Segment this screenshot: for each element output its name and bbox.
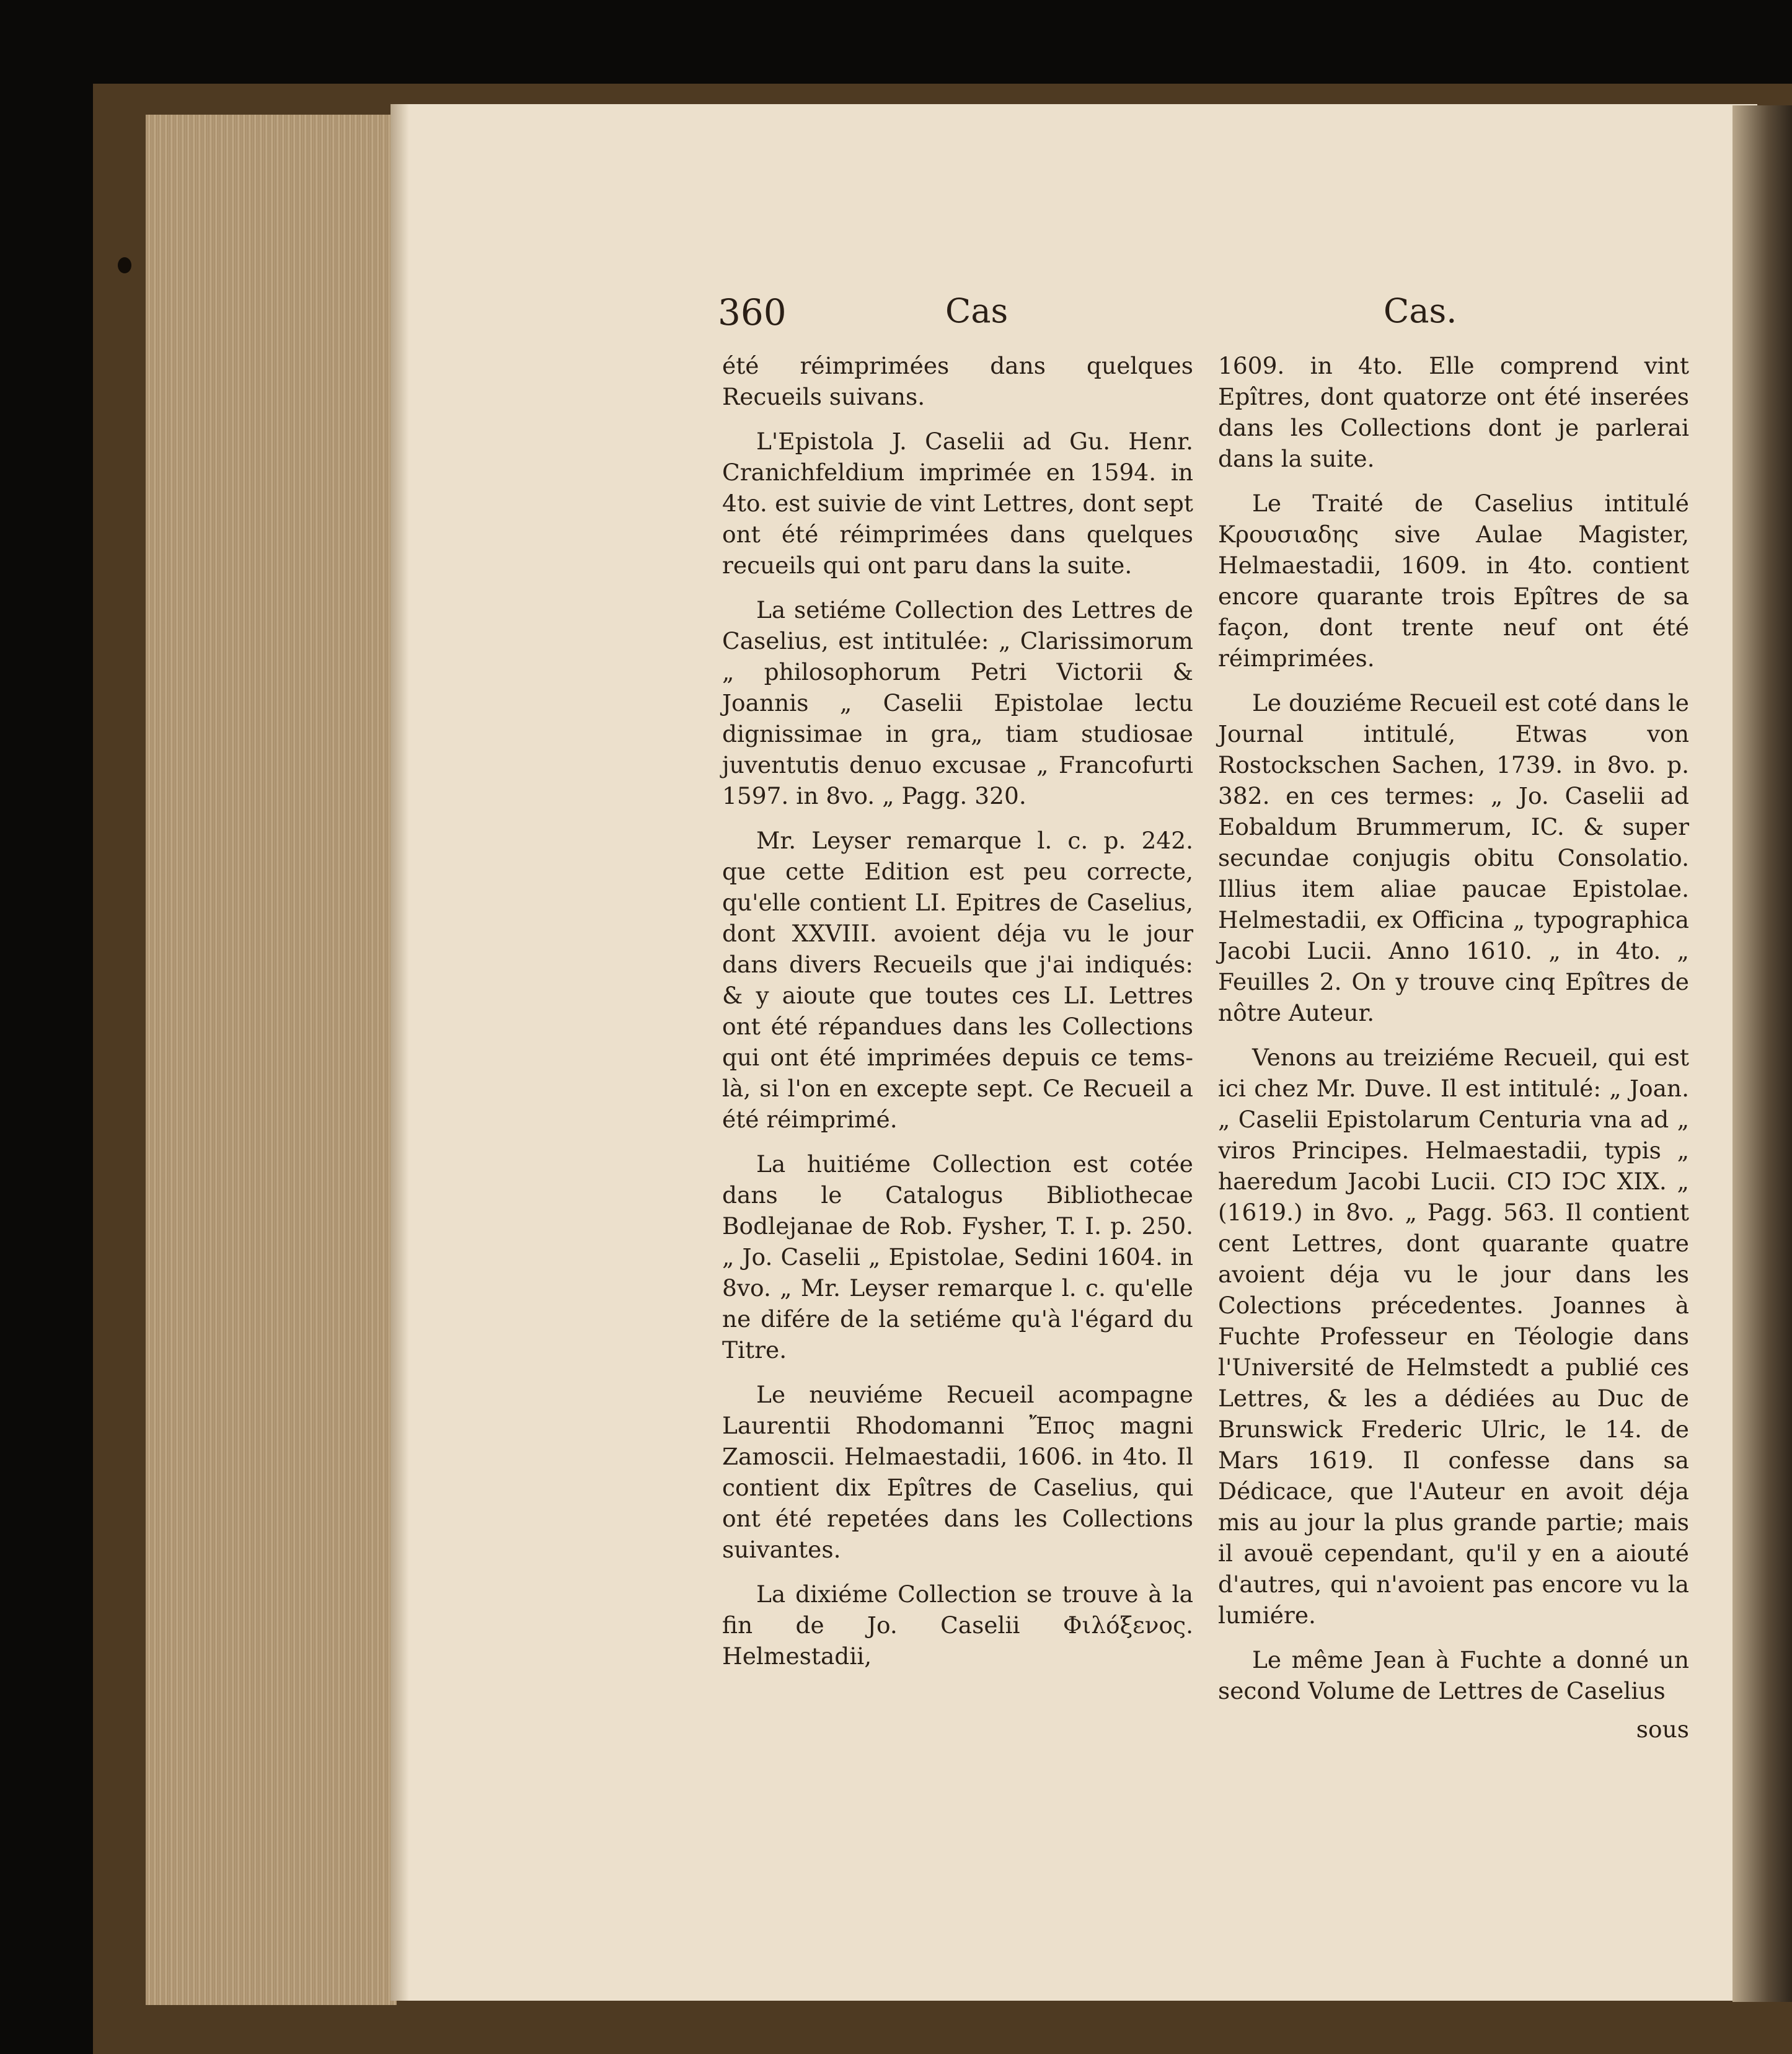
right-text-column — [1218, 350, 1689, 1745]
running-head-left: Cas — [945, 291, 1009, 330]
book-gutter — [1732, 105, 1792, 2002]
paragraph: Le douziéme Recueil est coté dans le Journal intitulé, Etwas von Rostockschen Sachen, 1739. in 8vo. p. 382. en ces termes: „ Jo. Caselii ad Eobaldum Brummerum, IC. & super secundae conjugis obitu Consolatio. Illius item aliae paucae Epistolae. Helmestadii, ex Officina „ typographica Jacobi Lucii. Anno 1610. „ in 4to. „ Feuilles 2. On y trouve cinq Epîtres de nôtre Auteur. — [1218, 689, 1689, 1026]
paragraph: 1609. in 4to. Elle comprend vint Epîtres, dont quatorze ont été inserées dans les Collections dont je parlerai dans la suite. — [1218, 352, 1689, 472]
paragraph: Le Traité de Caselius intitulé Κρουσιαδης sive Aulae Magister, Helmaestadii, 1609. in 4to. contient encore quarante trois Epîtres de sa façon, dont trente neuf ont été réimprimées. — [1218, 490, 1689, 672]
book-fore-edge — [146, 115, 397, 2005]
paragraph: Mr. Leyser remarque l. c. p. 242. que cette Edition est peu correcte, qu'elle contient LI. Epitres de Caselius, dont XXVIII. avoient déja vu le jour dans divers Recueils que j'ai indiqués: & y aioute que toutes ces LI. Lettres ont été répandues dans les Collections qui ont été imprimées depuis ce tems-là, si l'on en excepte sept. Ce Recueil a été réimprimé. — [722, 827, 1193, 1133]
paragraph: L'Epistola J. Caselii ad Gu. Henr. Cranichfeldium imprimée en 1594. in 4to. est suivie de vint Lettres, dont sept ont été réimprimées dans quelques recueils qui ont paru dans la suite. — [722, 428, 1193, 579]
page-edge-shadow — [391, 104, 409, 2001]
paragraph: été réimprimées dans quelques Recueils suivans. — [722, 352, 1193, 410]
paragraph: Le neuviéme Recueil acompagne Laurentii Rhodomanni Ἔπος magni Zamoscii. Helmaestadii, 1606. in 4to. Il contient dix Epîtres de Caselius, qui ont été repetées dans les Collections suivantes. — [722, 1381, 1193, 1563]
left-text-column — [722, 350, 1193, 1685]
paragraph: La huitiéme Collection est cotée dans le Catalogus Bibliothecae Bodlejanae de Rob. Fysher, T. I. p. 250. „ Jo. Caselii „ Epistolae, Sedini 1604. in 8vo. „ Mr. Leyser remarque l. c. qu'elle ne difére de la setiéme qu'à l'égard du Titre. — [722, 1150, 1193, 1364]
page-number: 360 — [718, 291, 787, 333]
paragraph: Le même Jean à Fuchte a donné un second Volume de Lettres de Caselius — [1218, 1646, 1689, 1704]
catchword: sous — [1636, 1716, 1689, 1743]
paragraph: La setiéme Collection des Lettres de Caselius, est intitulée: „ Clarissimorum „ philosophorum Petri Victorii & Joannis „ Caselii Epistolae lectu dignissimae in gra„ tiam studiosae juventutis denuo excusae „ Francofurti 1597. in 8vo. „ Pagg. 320. — [722, 596, 1193, 809]
running-head-right: Cas. — [1384, 291, 1457, 330]
paragraph: La dixiéme Collection se trouve à la fin de Jo. Caselii Φιλόξενος. Helmestadii, — [722, 1580, 1193, 1670]
binding-rivet — [118, 257, 131, 273]
paragraph: Venons au treiziéme Recueil, qui est ici chez Mr. Duve. Il est intitulé: „ Joan. „ Caselii Epistolarum Centuria vna ad „ viros Principes. Helmaestadii, typis „ haeredum Jacobi Lucii. CIↃ IↃC XIX. „ (1619.) in 8vo. „ Pagg. 563. Il contient cent Lettres, dont quarante quatre avoient déja vu le jour dans les Colections précedentes. Joannes à Fuchte Professeur en Téologie dans l'Université de Helmstedt a publié ces Lettres, & les a dédiées au Duc de Brunswick Frederic Ulric, le 14. de Mars 1619. Il confesse dans sa Dédicace, que l'Auteur en avoit déja mis au jour la plus grande partie; mais il avouë cependant, qu'il y en a aiouté d'autres, qui n'avoient pas encore vu la lumiére. — [1218, 1044, 1689, 1629]
